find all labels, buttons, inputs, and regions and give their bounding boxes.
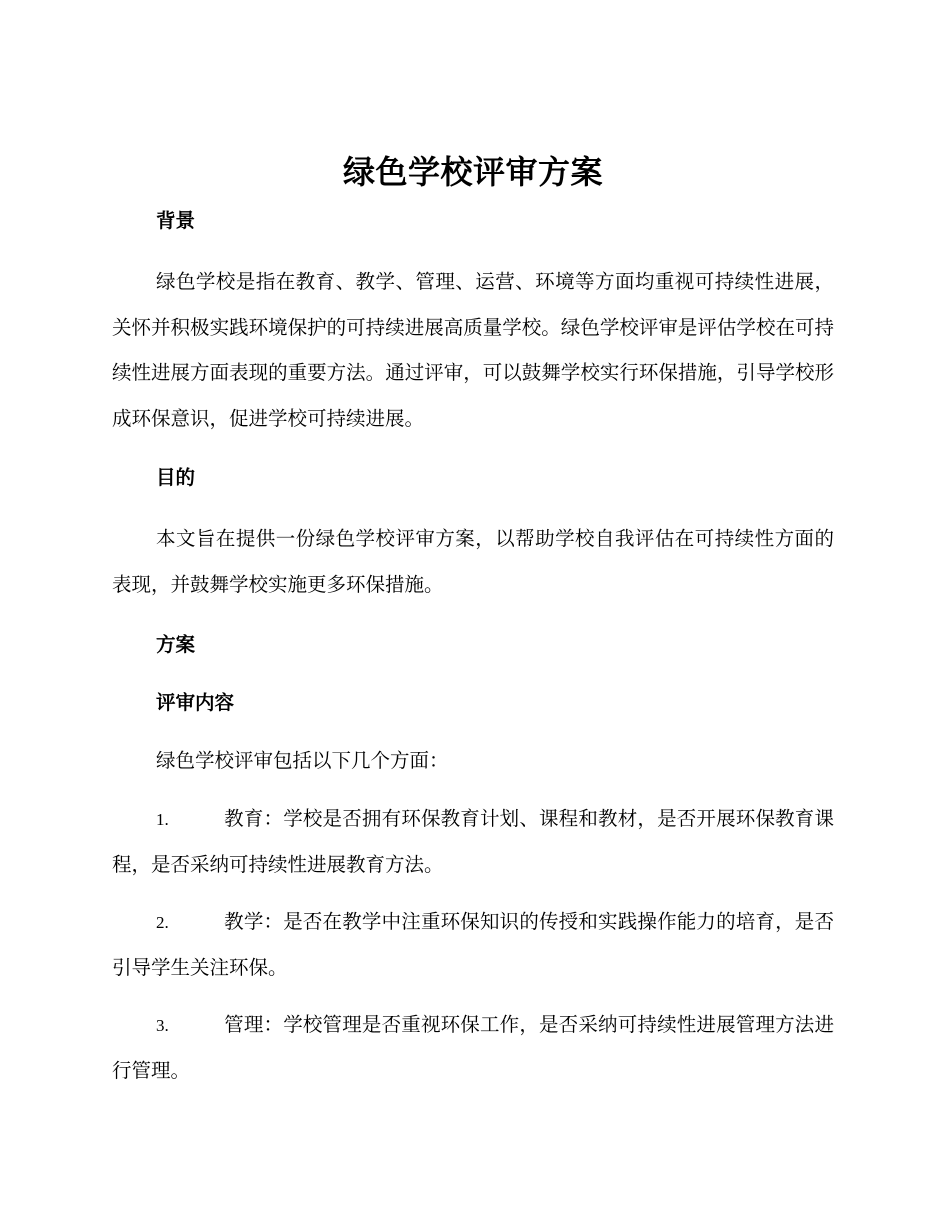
list-item-number: 1. [156, 809, 169, 829]
list-item-number: 2. [156, 912, 169, 932]
list-item [112, 796, 834, 888]
section-body-purpose: 本文旨在提供一份绿色学校评审方案，以帮助学校自我评估在可持续性方面的表现，并鼓舞学校实施更多环保措施。 [112, 527, 834, 596]
section-heading-background: 背景 [156, 209, 196, 232]
document-title: 绿色学校评审方案 [342, 153, 603, 191]
list-item-text: 教学：是否在教学中注重环保知识的传授和实践操作能力的培育，是否引导学生关注环保。 [112, 909, 834, 979]
review-content-intro: 绿色学校评审包括以下几个方面： [156, 749, 449, 772]
list-item [112, 899, 834, 991]
document-content [112, 148, 834, 1094]
section-heading-plan: 方案 [156, 633, 196, 656]
list-item [112, 1002, 834, 1094]
section-heading-review-content: 评审内容 [156, 691, 235, 714]
section-heading-purpose: 目的 [156, 466, 196, 489]
list-item-number: 3. [156, 1015, 169, 1035]
section-body-background: 绿色学校是指在教育、教学、管理、运营、环境等方面均重视可持续性进展，关怀并积极实践环境保护的可持续进展高质量学校。绿色学校评审是评估学校在可持续性进展方面表现的重要方法。通过评审，可以鼓舞学校实行环保措施，引导学校形成环保意识，促进学校可持续进展。 [112, 270, 834, 430]
list-item-text: 管理：学校管理是否重视环保工作，是否采纳可持续性进展管理方法进行管理。 [112, 1012, 834, 1082]
list-item-text: 教育：学校是否拥有环保教育计划、课程和教材，是否开展环保教育课程，是否采纳可持续性进展教育方法。 [112, 806, 834, 876]
